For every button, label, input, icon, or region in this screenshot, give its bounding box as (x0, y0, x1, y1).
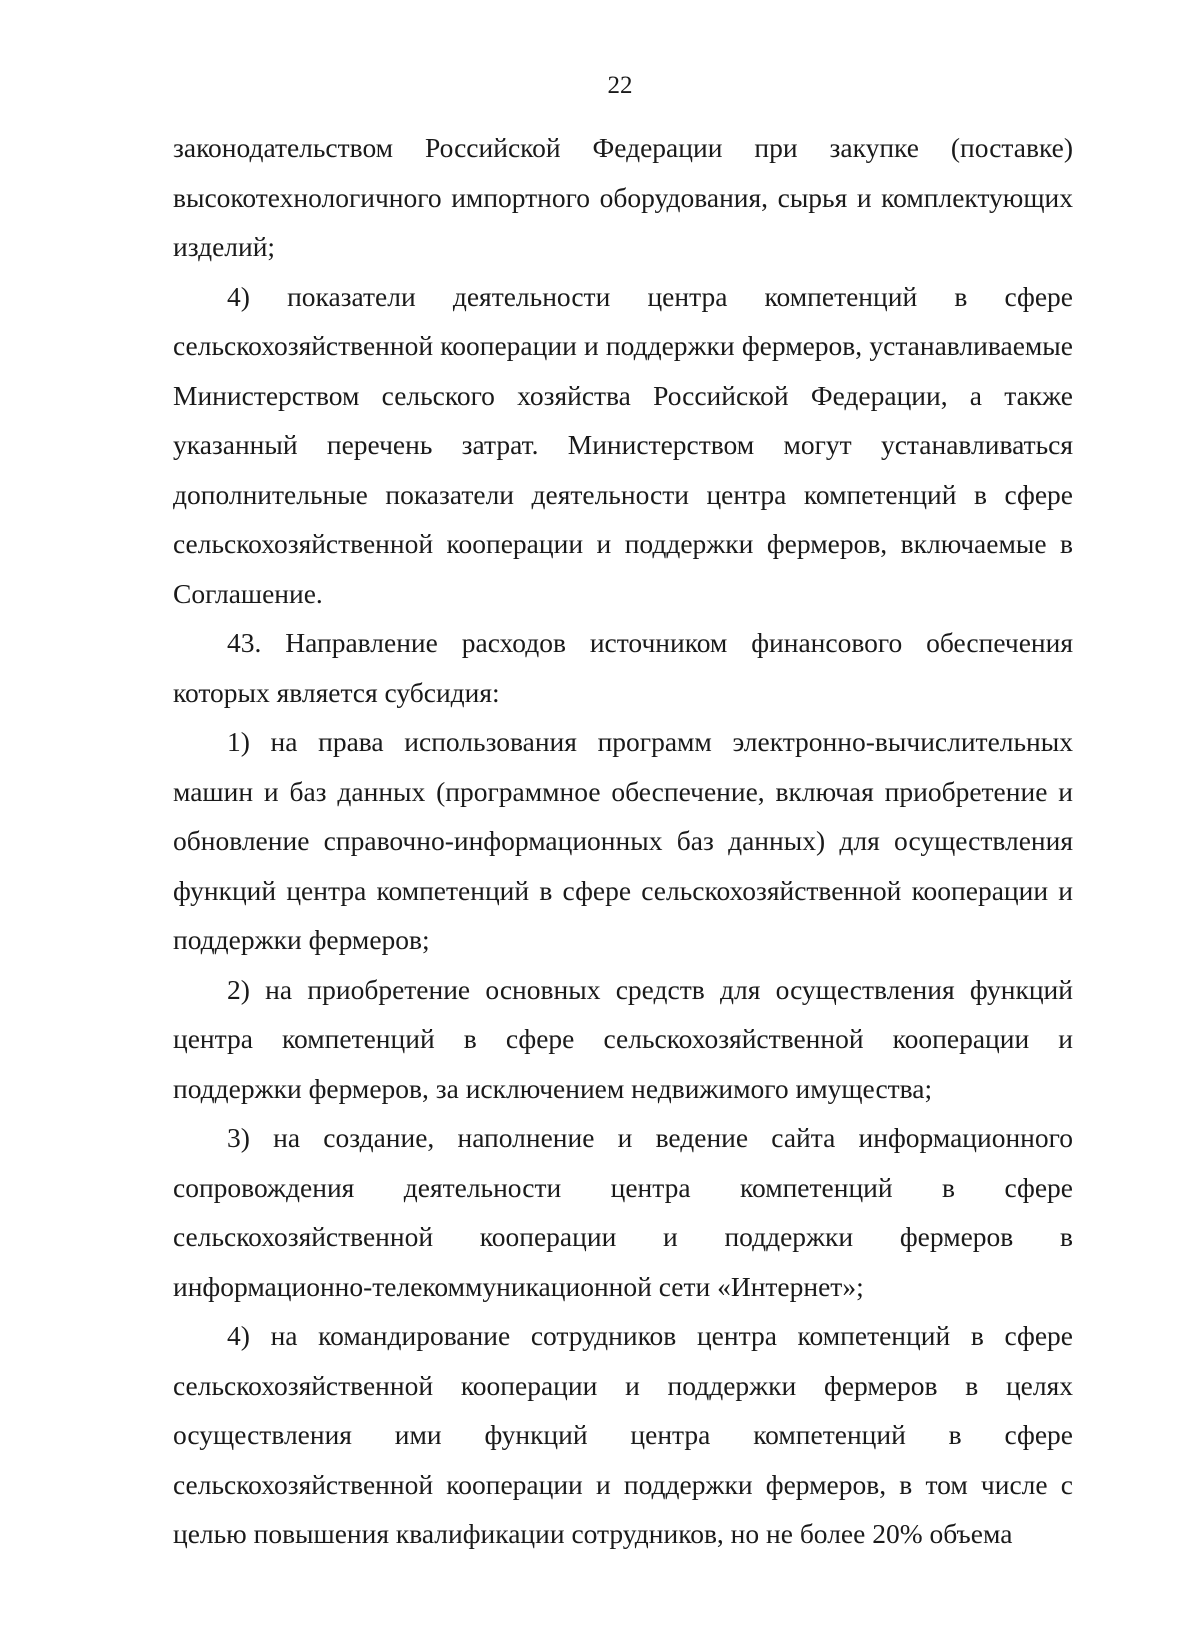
paragraph-item-3-website: 3) на создание, наполнение и ведение сайта информационного сопровождения деятельности центра компетенций в сфере сельскохозяйственной кооперации и поддержки фермеров в информационно-телекоммуникационной сети «Интернет»; (173, 1122, 1073, 1302)
paragraph-continuation: законодательством Российской Федерации при закупке (поставке) высокотехнологичного импортного оборудования, сырья и комплектующих изделий; (173, 132, 1073, 262)
page-number: 22 (607, 72, 633, 99)
paragraph-item-4-business-trips: 4) на командирование сотрудников центра компетенций в сфере сельскохозяйственной кооперации и поддержки фермеров в целях осуществления ими функций центра компетенций в сфере сельскохозяйственной кооперации и поддержки фермеров, в том числе с целью повышения квалификации сотрудников, но не более 20% объема (173, 1320, 1073, 1549)
paragraph-item-1-software: 1) на права использования программ электронно-вычислительных машин и баз данных (программное обеспечение, включая приобретение и обновление справочно-информационных баз данных) для осуществления функций центра компетенций в сфере сельскохозяйственной кооперации и поддержки фермеров; (173, 726, 1073, 955)
paragraph-clause-43: 43. Направление расходов источником финансового обеспечения которых является субсидия: (173, 627, 1073, 708)
document-body (173, 123, 1073, 1559)
paragraph-item-2-fixed-assets: 2) на приобретение основных средств для осуществления функций центра компетенций в сфере сельскохозяйственной кооперации и поддержки фермеров, за исключением недвижимого имущества; (173, 973, 1073, 1104)
paragraph-item-4-indicators: 4) показатели деятельности центра компетенций в сфере сельскохозяйственной кооперации и поддержки фермеров, устанавливаемые Министерством сельского хозяйства Российской Федерации, а также указанный перечень затрат. Министерством могут устанавливаться дополнительные показатели деятельности центра компетенций в сфере сельскохозяйственной кооперации и поддержки фермеров, включаемые в Соглашение. (173, 280, 1073, 609)
